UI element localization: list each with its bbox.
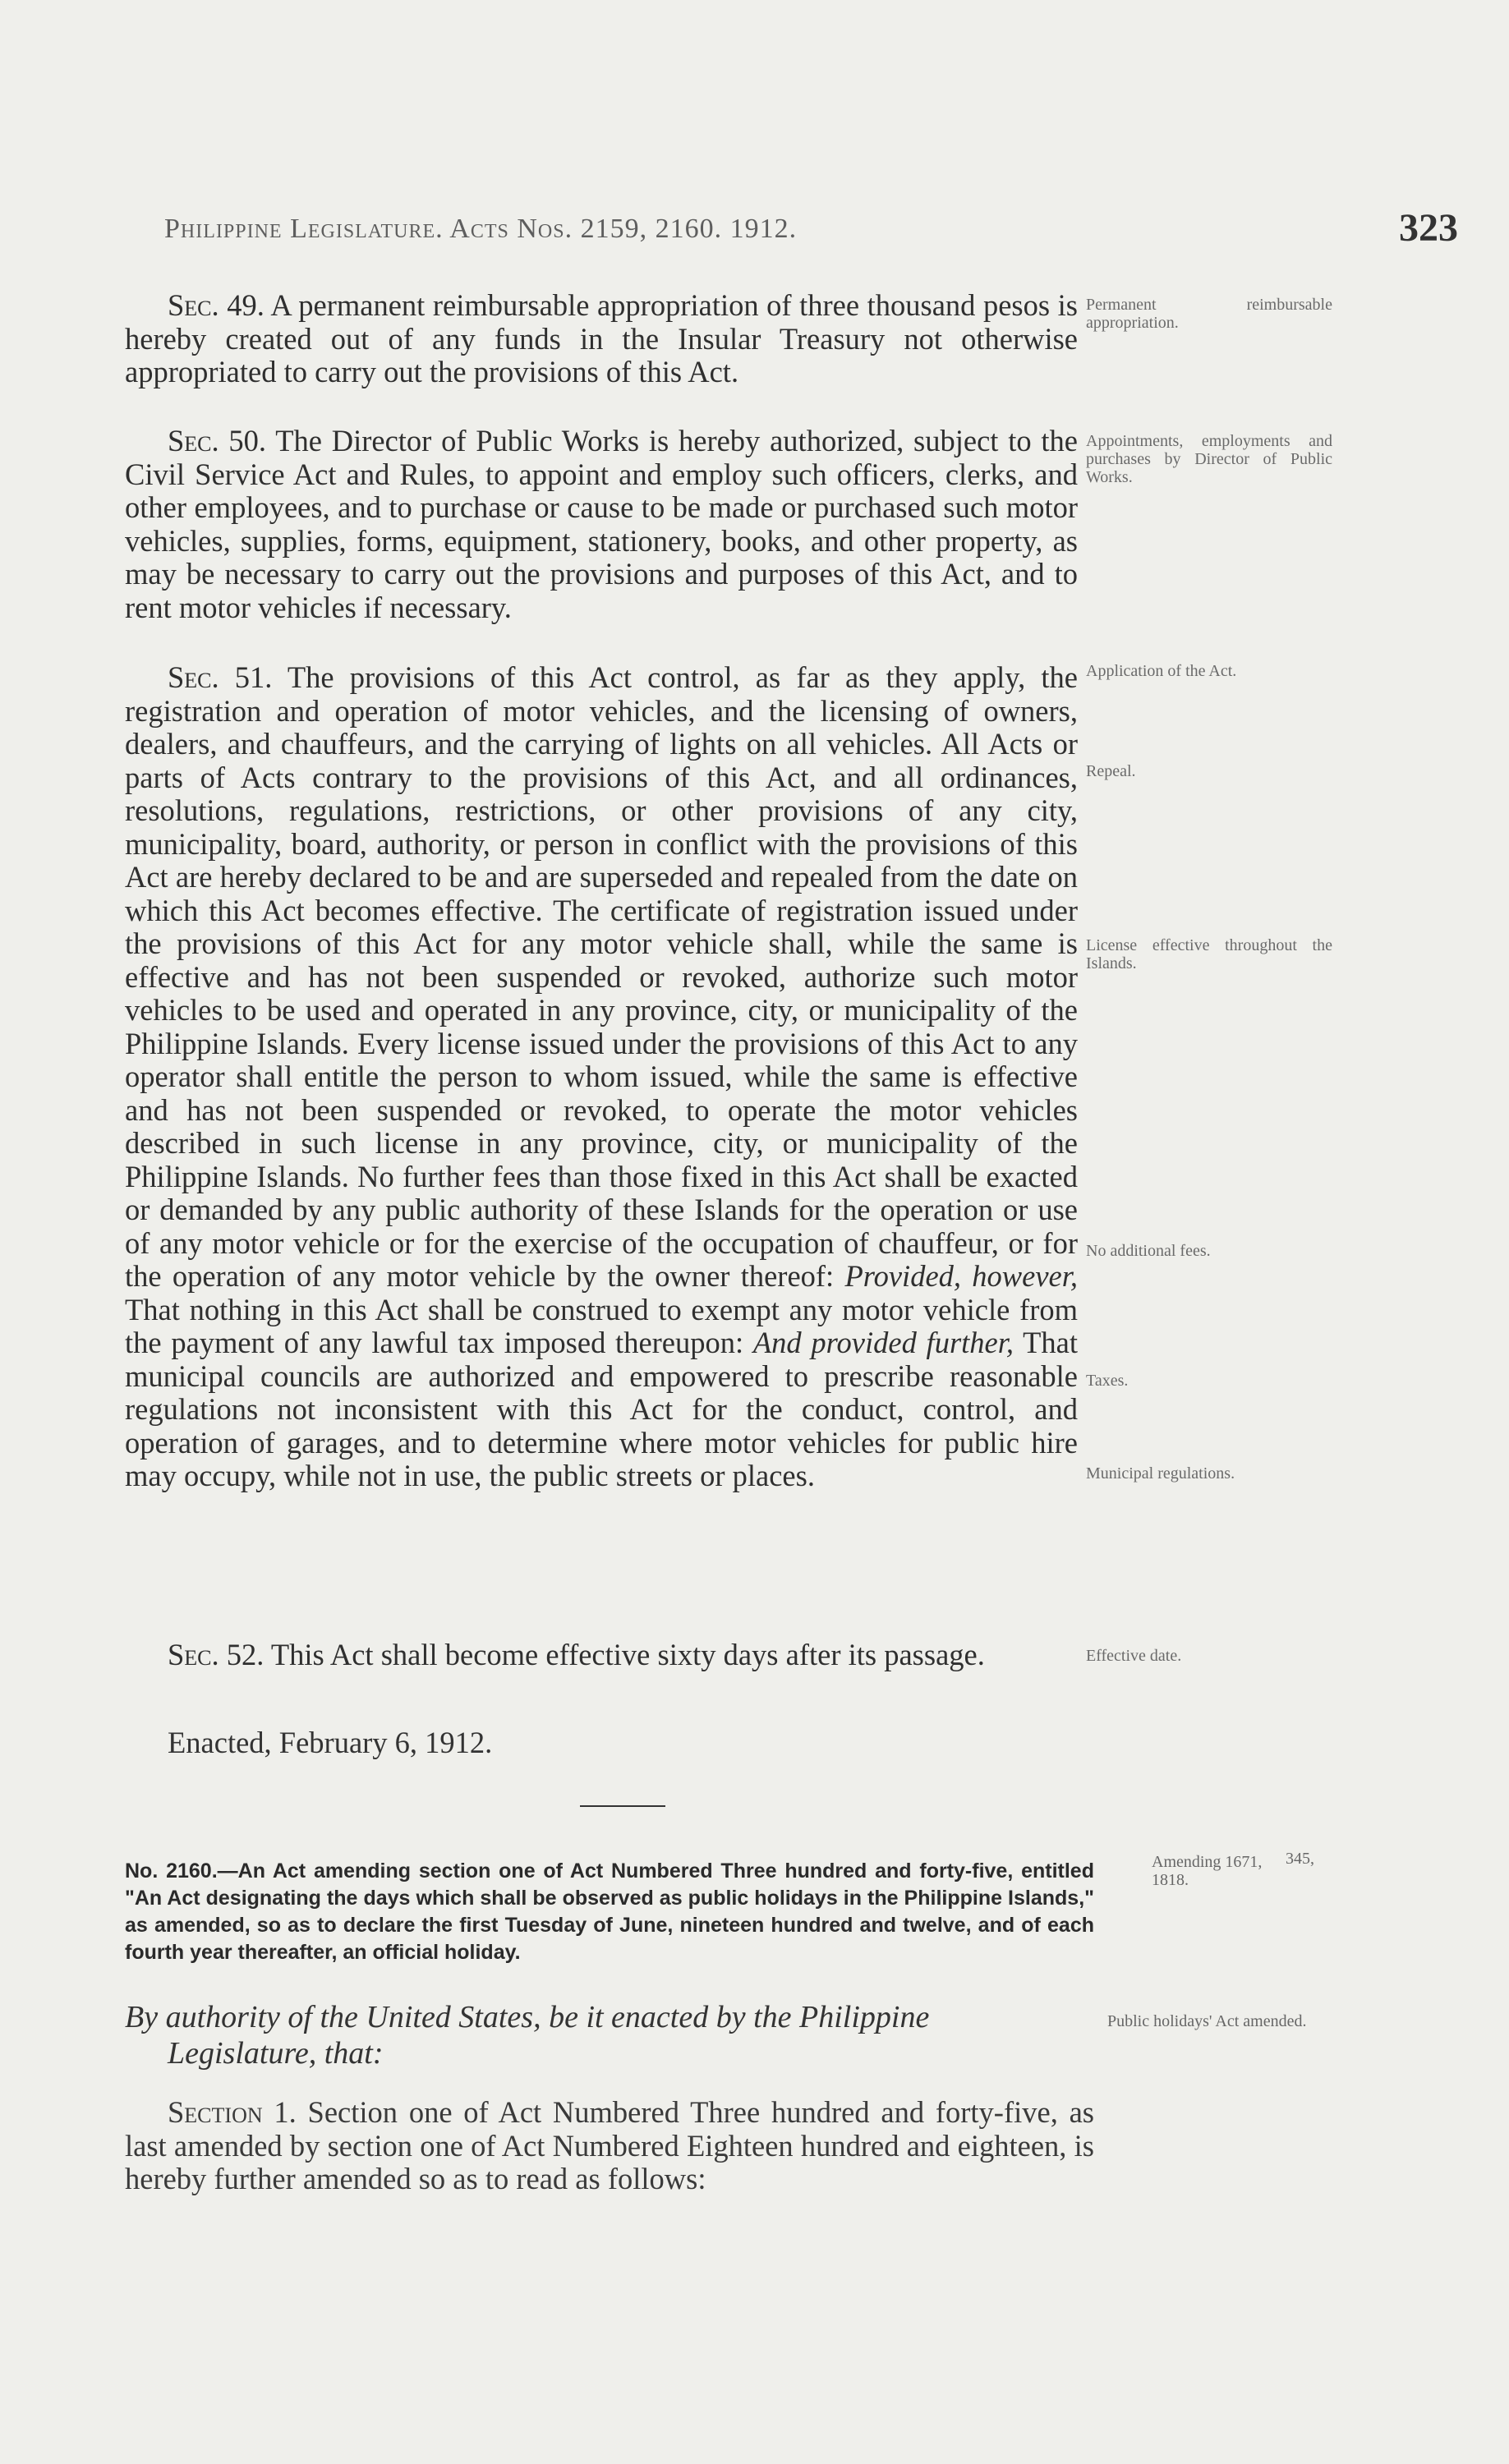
sidenote-effective: Effective date. [1086, 1647, 1182, 1665]
section-52-text: This Act shall become effective sixty days after its passage. [264, 1638, 985, 1671]
proviso-however: Provided, however, [844, 1259, 1078, 1293]
sidenote-taxes: Taxes. [1086, 1372, 1129, 1390]
sidenote-application: Application of the Act. [1086, 662, 1237, 680]
section-49-label: Sec. 49. [168, 288, 265, 322]
section-51-text-b: That nothing in this Act shall be construed to exempt any motor vehicle from the payment of any lawful tax imposed thereupon: [125, 1292, 1078, 1359]
enacted-date: Enacted, February 6, 1912. [168, 1726, 493, 1759]
sidenote-amending-number: 345, [1286, 1850, 1314, 1868]
section-51 [125, 661, 1078, 1493]
act-2160-summary: No. 2160.—An Act amending section one of Act Numbered Three hundred and forty-five, entitled "An Act designating the days which shall be observed as public holidays in the Philippine Islands," as amended, so as to declare the first Tuesday of June, nineteen hundred and twelve, and of each fourth year thereafter, an official holiday. [125, 1859, 1094, 1964]
section-1-label: Section 1. [168, 2095, 297, 2129]
sidenote-amending: Amending 1671, 1818. [1152, 1853, 1263, 1889]
section-49 [125, 289, 1078, 389]
section-1-text: Section one of Act Numbered Three hundred and forty-five, as last amended by section one of Act Numbered Eighteen hundred and eighteen, is hereby further amended so as to read as follows: [125, 2095, 1094, 2195]
sidenote-repeal: Repeal. [1086, 762, 1136, 780]
sidenote-no-fees: No additional fees. [1086, 1242, 1211, 1260]
section-51-label: Sec. 51. [168, 660, 273, 694]
section-50-text: The Director of Public Works is hereby authorized, subject to the Civil Service Act and Rules, to appoint and employ such officers, clerks, and other employees, and to purchase or cause to be made or purchased such motor vehicles, supplies, forms, equipment, stationery, books, and other property, as may be necessary to carry out the provisions and purposes of this Act, and to rent motor vehicles if necessary. [125, 424, 1078, 624]
section-50-label: Sec. 50. [168, 424, 267, 457]
sidenote-permanent-appropriation: Permanent reimbursable appropriation. [1086, 296, 1332, 332]
section-50 [125, 425, 1078, 624]
section-51-text-c: That municipal councils are authorized and empowered to prescribe reasonable regulations not inconsistent with this Act for the conduct, control, and operation of garages, and to determine where motor vehicles for public hire may occupy, while not in use, the public streets or places. [125, 1326, 1078, 1492]
proviso-further: And provided further, [752, 1326, 1014, 1359]
sidenote-municipal: Municipal regulations. [1086, 1464, 1235, 1483]
running-head: Philippine Legislature. Acts Nos. 2159, 2160. 1912. [164, 214, 798, 244]
separator-rule [580, 1805, 665, 1807]
section-51-text-a: The provisions of this Act control, as far as they apply, the registration and operation of motor vehicles, and the licensing of owners, dealers, and chauffeurs, and the carrying of lights on all vehicles. All Acts or parts of Acts contrary to the provisions of this Act, and all ordinances, resolutions, regulations, restrictions, or other provisions of any city, municipality, board, authority, or person in conflict with the provisions of this Act are hereby declared to be and are superseded and repealed from the date on which this Act becomes effective. The certificate of registration issued under the provisions of this Act for any motor vehicle shall, while the same is effective and has not been suspended or revoked, authorize such motor vehicles to be used and operated in any province, city, or municipality of the Philippine Islands. Every license issued under the provisions of this Act to any operator shall entitle the person to whom issued, while the same is effective and has not been suspended or revoked, to operate the motor vehicles described in such license in any province, city, or municipality of the Philippine Islands. No further fees than those fixed in this Act shall be exacted or demanded by any public authority of these Islands for the operation or use of any motor vehicle or for the exercise of the occupation of chauffeur, or for the operation of any motor vehicle by the owner thereof: [125, 660, 1078, 1293]
sidenote-appointments: Appointments, employments and purchases by Director of Public Works. [1086, 432, 1332, 486]
act-2160-section-1 [125, 2096, 1094, 2196]
page-number: 323 [1399, 206, 1458, 250]
section-49-text: A permanent reimbursable appropriation of three thousand pesos is hereby created out of any funds in the Insular Treasury not otherwise appropriated to carry out the provisions of this Act. [125, 288, 1078, 388]
enacting-clause [125, 1999, 1094, 2071]
enacting-line-1: By authority of the United States, be it enacted by the Philippine [125, 2000, 930, 2034]
enacting-line-2: Legislature, that: [168, 2036, 384, 2071]
sidenote-public-holidays: Public holidays' Act amended. [1107, 2012, 1307, 2030]
section-52-label: Sec. 52. [168, 1638, 265, 1671]
sidenote-license: License effective throughout the Islands. [1086, 936, 1332, 972]
section-52 [125, 1639, 1078, 1672]
